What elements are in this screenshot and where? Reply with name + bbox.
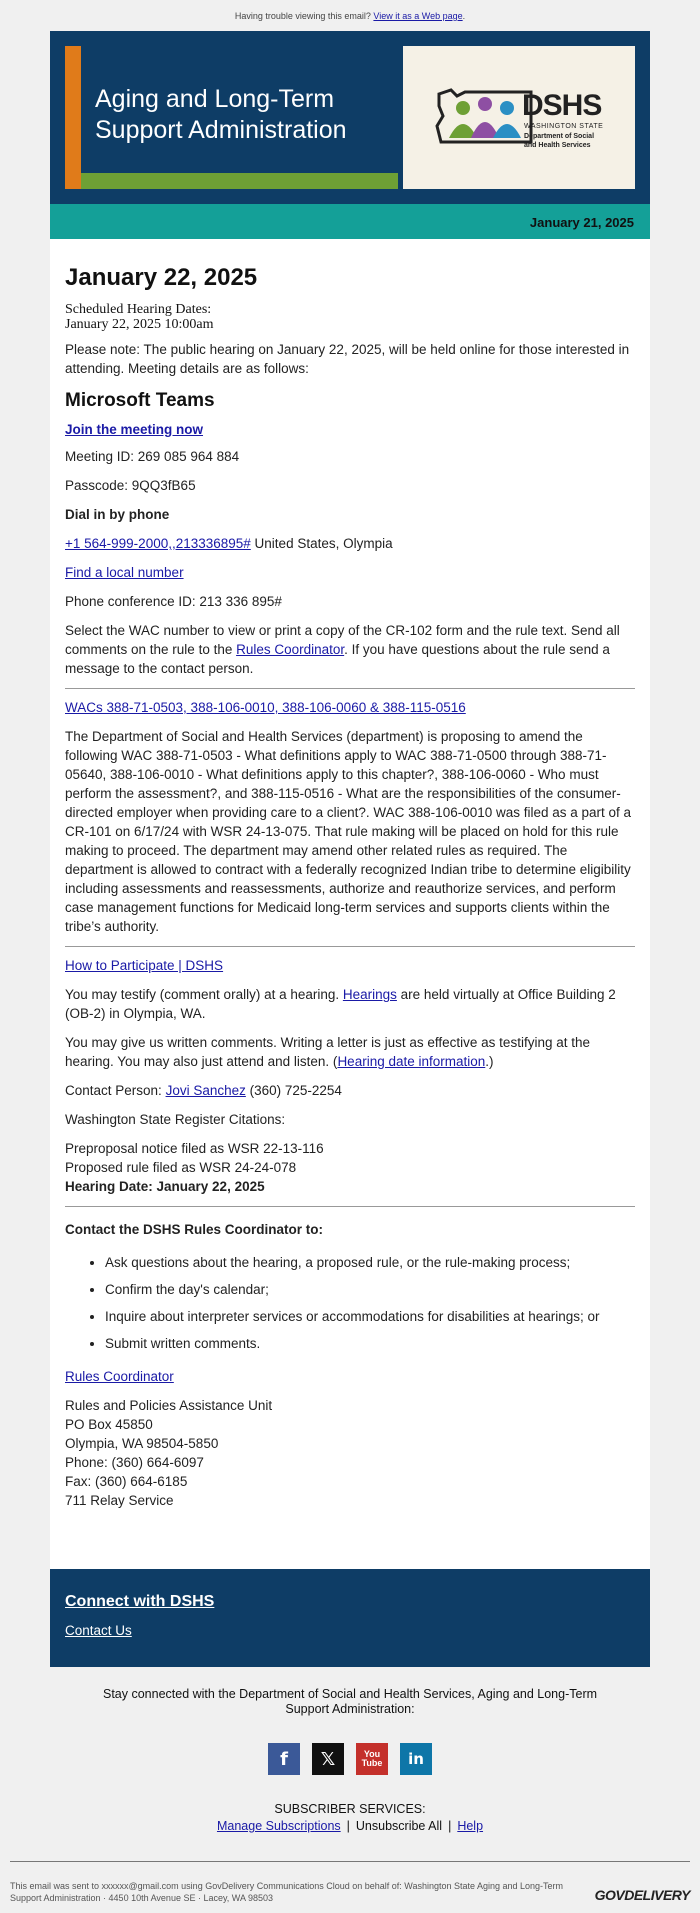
divider (65, 688, 635, 689)
washington-map-icon (435, 86, 535, 148)
footer (0, 1667, 700, 1835)
coordinator-address: Rules and Policies Assistance Unit PO Box 45850 Olympia, WA 98504-5850 Phone: (360) 664-6097 Fax: (360) 664-6185 711 Relay Service (65, 1398, 273, 1508)
list-item: • Inquire about interpreter services or accommodations for disabilities at hearings; or (105, 1307, 635, 1326)
social-links (0, 1743, 700, 1775)
header-banner (50, 31, 650, 204)
select-wac-instructions: Select the WAC number to view or print a copy of the CR-102 form and the rule text. Send all comments on the rule to the Rules Coordinator. If you have questions about the rule send a message to the contact person. (65, 623, 620, 676)
preheader: Having trouble viewing this email? View it as a Web page. (234, 11, 466, 21)
email-body (50, 239, 650, 1569)
manage-subscriptions-link[interactable]: Manage Subscriptions (216, 1819, 341, 1833)
rule-description: The Department of Social and Health Services (department) is proposing to amend the following WAC 388-71-0503 - What definitions apply to WAC 388-71-0500 through 388-71-05640, 388-106-0010 - What definitions apply to this chapter?, 388-106-0060 - Who must perform the assessment?, and 388-115-0516 - What are the responsibilities of the consumer-directed employer when providing care to a client?. WAC 388-106-0010 was filed as a part of a CR-101 on 6/17/24 with WSR 24-13-075. That rule making will be placed on hold for this rule making to proceed. The department may amend other related rules as required. The department is allowed to contract with a federally recognized Indian tribe to determine eligibility including assessments and reassessments, authorize and reauthorize services, and perform case management functions for Medicaid long-term services and supports clients within the tribe’s authority. (65, 729, 632, 934)
teams-heading: Microsoft Teams (65, 390, 215, 411)
view-web-page-link[interactable]: View it as a Web page (373, 11, 463, 21)
contact-person: Contact Person: Jovi Sanchez (360) 725-2254 (65, 1083, 342, 1098)
help-link[interactable]: Help (457, 1819, 484, 1833)
passcode: Passcode: 9QQ3fB65 (65, 478, 196, 493)
hearings-link[interactable]: Hearings (342, 987, 397, 1002)
preproposal-citation: Preproposal notice filed as WSR 22-13-116 (65, 1141, 324, 1156)
find-local-number-link[interactable]: Find a local number (65, 565, 184, 580)
connect-with-dshs-link[interactable]: Connect with DSHS (65, 1593, 215, 1610)
register-citations-label: Washington State Register Citations: (65, 1112, 286, 1127)
stay-connected-text: Stay connected with the Department of Social and Health Services, Aging and Long-Term Support Administration: (102, 1687, 598, 1716)
legal-text: This email was sent to xxxxxx@gmail.com using GovDelivery Communications Cloud on behalf of: Washington State Aging and Long-Term Support Administration · 4450 10th Avenue SE · Lacey, WA 98503 (10, 1881, 564, 1903)
rules-coordinator-link[interactable]: Rules Coordinator (236, 642, 345, 657)
page-title: January 22, 2025 (65, 264, 258, 291)
issue-date: January 21, 2025 (529, 215, 634, 230)
hearing-date-info-link[interactable]: Hearing date information (337, 1054, 486, 1069)
phone-conference-id: Phone conference ID: 213 336 895# (65, 594, 282, 609)
wac-link[interactable]: WACs 388-71-0503, 388-106-0010, 388-106-0060 & 388-115-0516 (65, 700, 466, 715)
testify-text: You may testify (comment orally) at a hearing. Hearings are held virtually at Office Building 2 (OB-2) in Olympia, WA. (65, 987, 616, 1021)
list-item: • Confirm the day's calendar; (105, 1280, 635, 1299)
banner-title: Aging and Long-Term Support Administration (95, 85, 347, 144)
contact-us-link[interactable]: Contact Us (65, 1623, 132, 1638)
dial-in-heading: Dial in by phone (65, 507, 170, 522)
connect-section (50, 1569, 650, 1667)
list-item: • Submit written comments. (105, 1334, 635, 1353)
join-meeting-link[interactable]: Join the meeting now (65, 422, 204, 437)
unsubscribe-all[interactable]: Unsubscribe All (355, 1819, 443, 1833)
proposed-citation: Proposed rule filed as WSR 24-24-078 (65, 1160, 297, 1175)
coordinator-list (65, 1253, 635, 1353)
coordinator-heading: Contact the DSHS Rules Coordinator to: (65, 1222, 324, 1237)
logo-state: WASHINGTON STATE (524, 123, 604, 130)
divider (10, 1861, 690, 1862)
scheduled-hearing-dates: Scheduled Hearing Dates: January 22, 2025 10:00am (65, 302, 214, 332)
date-bar (50, 204, 650, 239)
contact-person-link[interactable]: Jovi Sanchez (165, 1083, 246, 1098)
dial-in-number: +1 564-999-2000,,213336895# United States, Olympia (65, 536, 393, 551)
dshs-logo (403, 46, 635, 189)
subscriber-services: SUBSCRIBER SERVICES: Manage Subscriptions | Unsubscribe All | Help (0, 1801, 700, 1835)
subscriber-label: SUBSCRIBER SERVICES: (274, 1802, 426, 1816)
logo-department: Department of Social and Health Services (524, 133, 595, 149)
online-note: Please note: The public hearing on January 22, 2025, will be held online for those interested in attending. Meeting details are as follows: (65, 342, 630, 376)
green-accent-bar (81, 173, 398, 189)
rules-coordinator-link[interactable]: Rules Coordinator (65, 1369, 174, 1384)
preheader-text: Having trouble viewing this email? (234, 11, 374, 21)
x-icon[interactable]: 𝕏 (312, 1743, 344, 1775)
logo-wordmark: DSHS (522, 89, 602, 122)
written-comments-text: You may give us written comments. Writing a letter is just as effective as testifying at the hearing. You may also just attend and listen. (Hearing date information.) (65, 1035, 590, 1069)
list-item: • Ask questions about the hearing, a proposed rule, or the rule-making process; (105, 1253, 635, 1272)
divider (65, 1206, 635, 1207)
phone-link[interactable]: +1 564-999-2000,,213336895# (65, 536, 251, 551)
divider (65, 946, 635, 947)
hearing-date: Hearing Date: January 22, 2025 (65, 1179, 265, 1194)
youtube-icon[interactable]: You Tube (356, 1743, 388, 1775)
how-to-participate-link[interactable]: How to Participate | DSHS (65, 958, 224, 973)
orange-accent-bar (65, 46, 81, 189)
meeting-id: Meeting ID: 269 085 964 884 (65, 449, 240, 464)
facebook-icon[interactable]: f (268, 1743, 300, 1775)
govdelivery-logo: GOVDELIVERY (594, 1887, 690, 1903)
linkedin-icon[interactable]: in (400, 1743, 432, 1775)
